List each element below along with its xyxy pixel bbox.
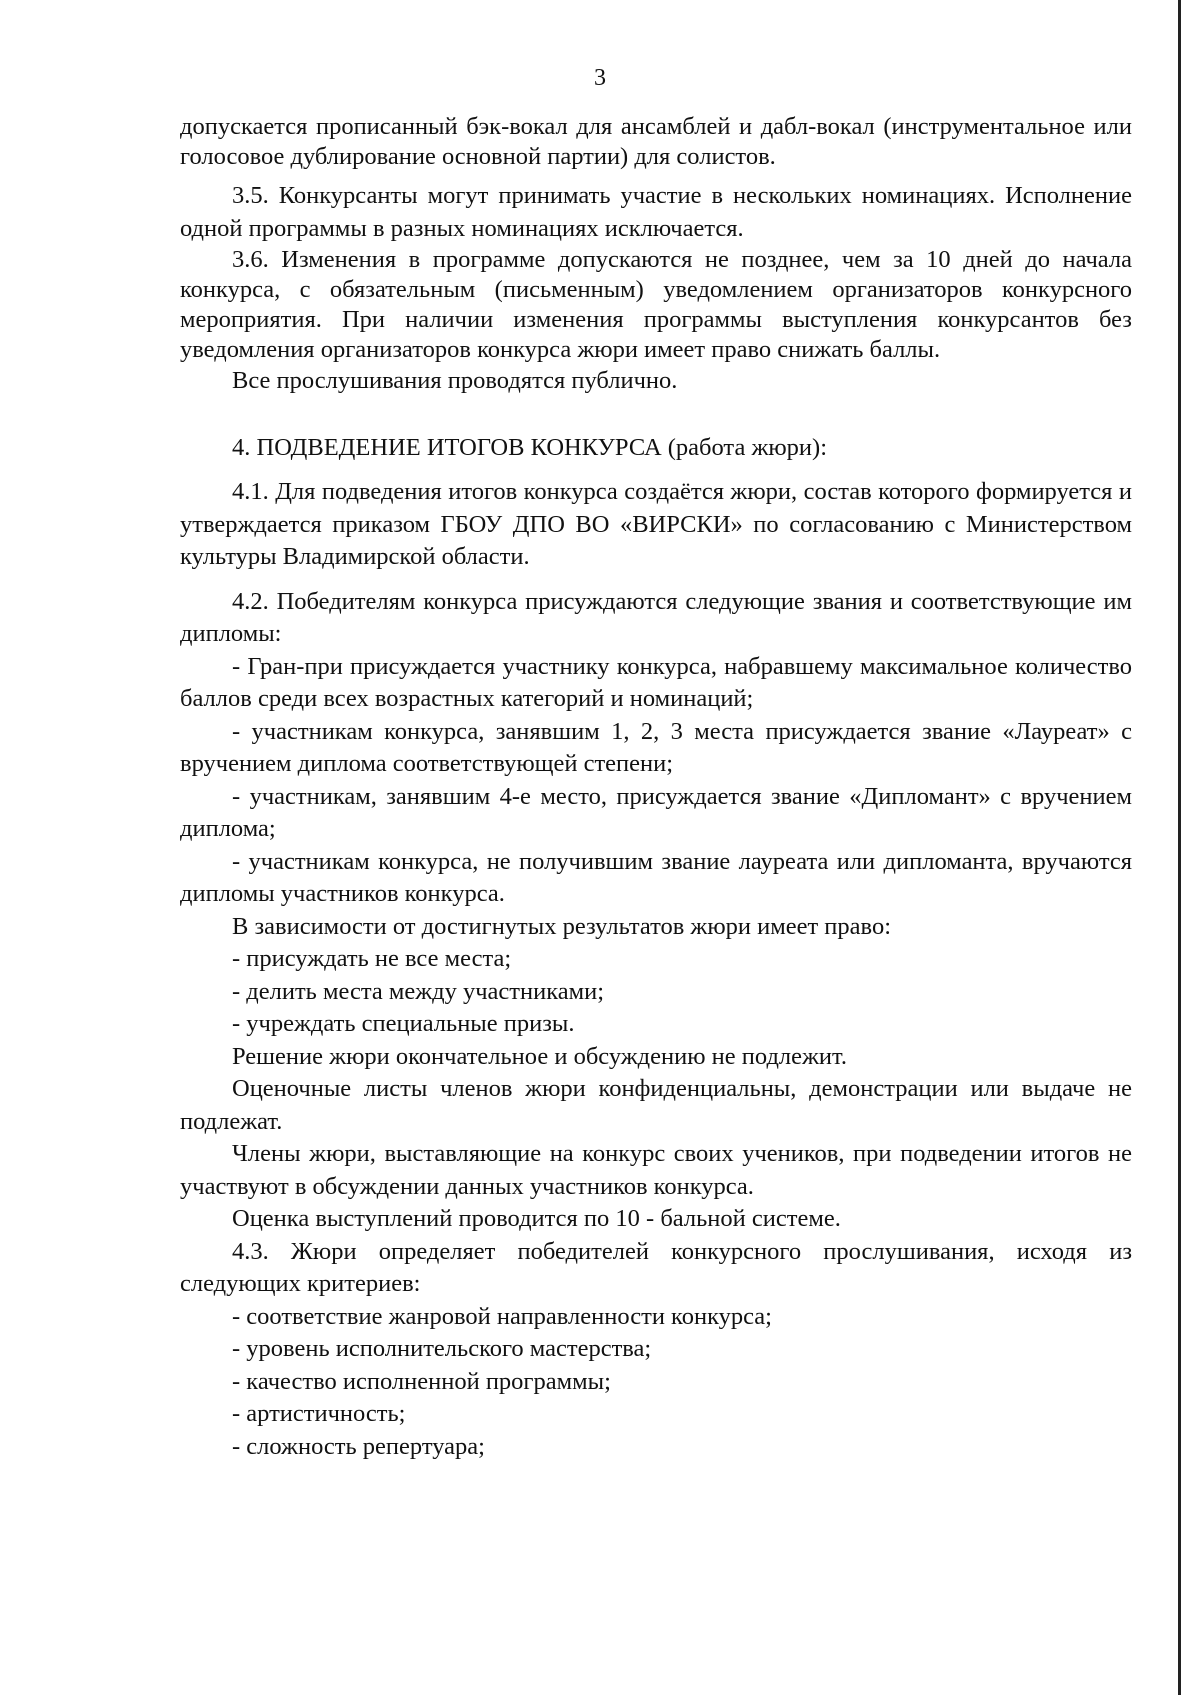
list-item-diplomant: - участникам, занявшим 4-е место, присуждается звание «Дипломант» с вручением диплома; — [180, 782, 1132, 842]
paragraph-scoring-scale: Оценка выступлений проводится по 10 - бальной системе. — [232, 1205, 841, 1232]
paragraph-jury-members: Члены жюри, выставляющие на конкурс своих учеников, при подведении итогов не участвуют в обсуждении данных участников конкурса. — [180, 1140, 1132, 1200]
list-item-criterion-5: - сложность репертуара; — [232, 1432, 485, 1460]
scan-edge-line — [1178, 0, 1181, 1695]
paragraph-public-auditions: Все прослушивания проводятся публично. — [232, 367, 678, 394]
paragraph-3-5: 3.5. Конкурсанты могут принимать участие в нескольких номинациях. Исполнение одной программы в разных номинациях исключается. — [180, 182, 1132, 242]
page-content — [180, 112, 1132, 1463]
paragraph-4-1: 4.1. Для подведения итогов конкурса создаётся жюри, состав которого формируется и утверждается приказом ГБОУ ДПО ВО «ВИРСКИ» по согласованию с Министерством культуры Владимирской области. — [180, 478, 1132, 570]
list-item-right-3: - учреждать специальные призы. — [232, 1010, 575, 1037]
list-item-right-1: - присуждать не все места; — [232, 945, 512, 972]
list-item-criterion-4: - артистичность; — [232, 1400, 406, 1427]
list-item-criterion-1: - соответствие жанровой направленности конкурса; — [232, 1302, 772, 1330]
list-item-grand-prix: - Гран-при присуждается участнику конкурса, набравшему максимальное количество баллов среди всех возрастных категорий и номинаций; — [180, 652, 1132, 712]
paragraph-4-2: 4.2. Победителям конкурса присуждаются следующие звания и соответствующие им дипломы: — [180, 587, 1132, 647]
paragraph-4-3: 4.3. Жюри определяет победителей конкурсного прослушивания, исходя из следующих критериев: — [180, 1237, 1132, 1297]
section-heading-4: 4. ПОДВЕДЕНИЕ ИТОГОВ КОНКУРСА (работа жюри): — [232, 433, 827, 461]
list-item-laureate: - участникам конкурса, занявшим 1, 2, 3 места присуждается звание «Лауреат» с вручением диплома соответствующей степени; — [180, 717, 1132, 777]
paragraph-3-6: 3.6. Изменения в программе допускаются не позднее, чем за 10 дней до начала конкурса, с обязательным (письменным) уведомлением организаторов конкурсного мероприятия. При наличии изменения программы выступления конкурсантов без уведомления организаторов конкурса жюри имеет право снижать баллы. — [180, 246, 1132, 363]
list-item-criterion-3: - качество исполненной программы; — [232, 1367, 611, 1395]
list-item-participants: - участникам конкурса, не получившим звание лауреата или дипломанта, вручаются дипломы участников конкурса. — [180, 847, 1132, 907]
page-number: 3 — [594, 65, 606, 91]
list-item-right-2: - делить места между участниками; — [232, 977, 605, 1005]
paragraph-backing-vocals: допускается прописанный бэк-вокал для ансамблей и дабл-вокал (инструментальное или голосовое дублирование основной партии) для солистов. — [180, 113, 1132, 170]
paragraph-jury-right: В зависимости от достигнутых результатов жюри имеет право: — [232, 912, 891, 940]
list-item-criterion-2: - уровень исполнительского мастерства; — [232, 1335, 652, 1362]
paragraph-score-sheets: Оценочные листы членов жюри конфиденциальны, демонстрации или выдаче не подлежат. — [180, 1075, 1132, 1135]
paragraph-jury-decision-final: Решение жюри окончательное и обсуждению не подлежит. — [232, 1042, 848, 1070]
